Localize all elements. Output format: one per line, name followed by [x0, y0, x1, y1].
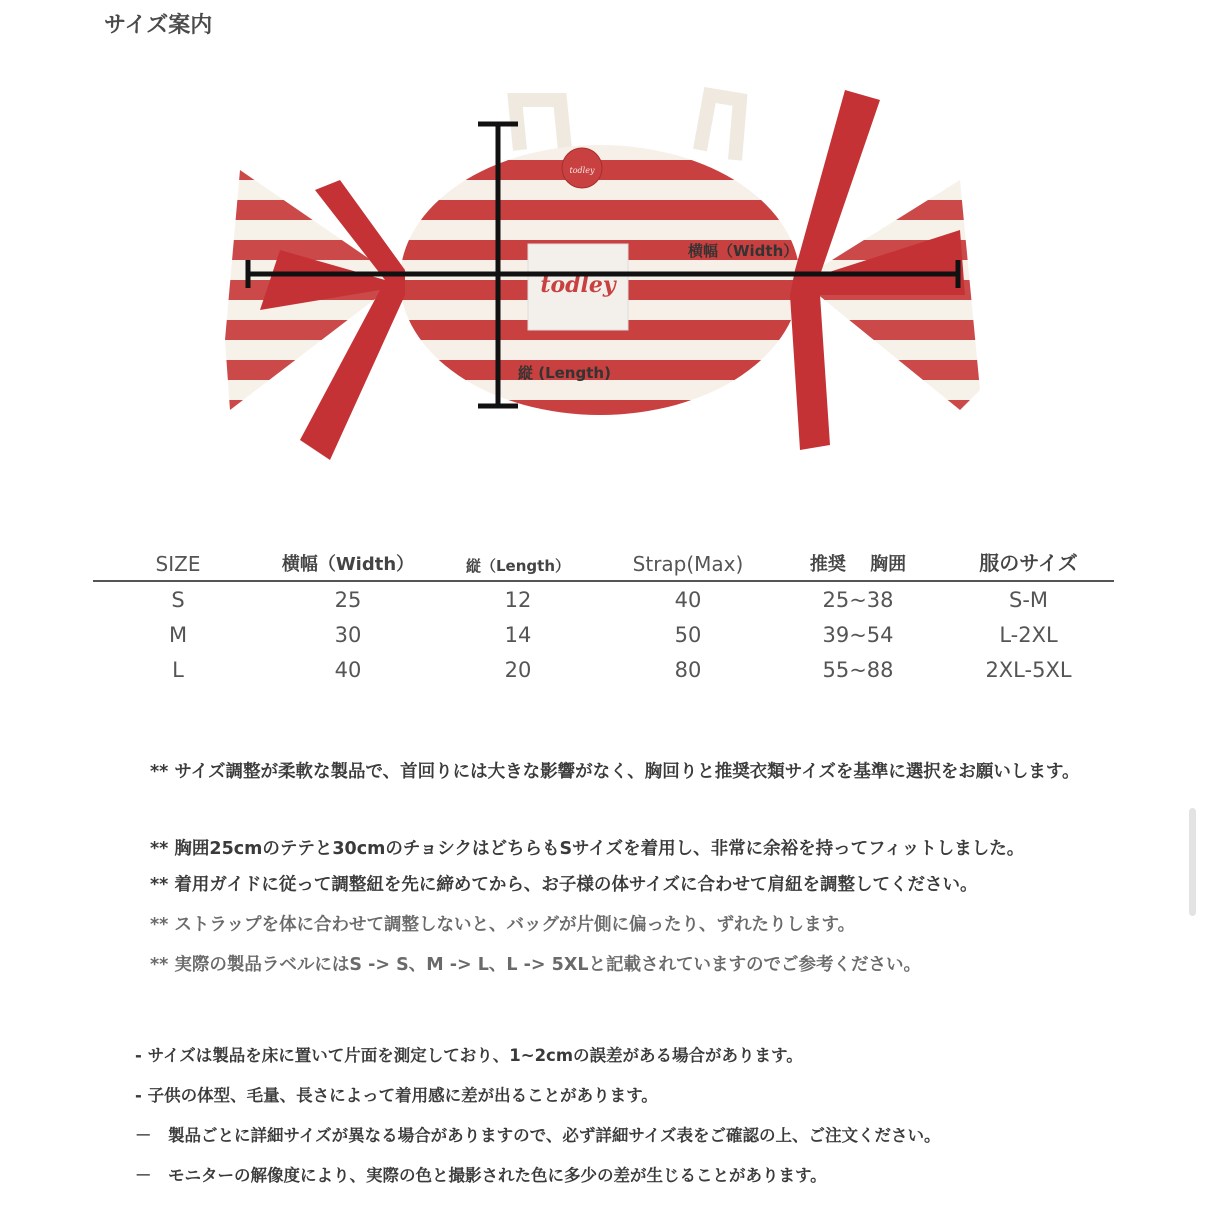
note-item: ** 胸囲25cmのテテと30cmのチョシクはどちらもSサイズを着用し、非常に余裕を持ってフィットしました。	[150, 839, 1025, 859]
disclaimer-item: - サイズは製品を床に置いて片面を測定しており、1~2cmの誤差がある場合があります。	[135, 1046, 803, 1065]
brand-tag-text: todley	[540, 272, 616, 298]
cell-clothes-size: S-M	[1008, 587, 1049, 612]
note-item: ** 着用ガイドに従って調整紐を先に締めてから、お子様の体サイズに合わせて肩紐を調整してください。	[150, 875, 978, 895]
cell-width: 30	[334, 622, 362, 647]
cell-clothes-size: 2XL-5XL	[985, 657, 1072, 682]
cell-strap: 80	[674, 657, 702, 682]
disclaimers	[135, 1042, 1135, 1202]
cell-chest: 55~88	[822, 657, 894, 682]
cell-size: L	[172, 657, 184, 682]
page-title: サイズ案内	[104, 13, 213, 38]
length-label: 縦 (Length)	[518, 364, 611, 382]
disclaimer-item: － 製品ごとに詳細サイズが異なる場合がありますので、必ず詳細サイズ表をご確認の上、ご注文ください。	[135, 1126, 941, 1145]
table-row	[93, 582, 1114, 617]
header-strap: Strap(Max)	[632, 552, 744, 576]
snap-button-text: todley	[569, 166, 595, 175]
cell-clothes-size: L-2XL	[999, 622, 1058, 647]
strap-loop-right	[700, 95, 740, 160]
cell-chest: 25~38	[822, 587, 894, 612]
size-table	[93, 540, 1114, 687]
note-item: ** ストラップを体に合わせて調整しないと、バッグが片側に偏ったり、ずれたりします。	[150, 915, 856, 935]
strap-loop-left	[515, 100, 565, 150]
size-table-header	[93, 540, 1114, 582]
cell-size: M	[168, 622, 188, 647]
cell-strap: 50	[674, 622, 702, 647]
cell-size: S	[171, 587, 185, 612]
scrollbar[interactable]	[1189, 808, 1196, 916]
disclaimer-item: - 子供の体型、毛量、長さによって着用感に差が出ることがあります。	[135, 1086, 658, 1105]
cell-width: 40	[334, 657, 362, 682]
size-notes	[150, 758, 1190, 979]
disclaimer-item: － モニターの解像度により、実際の色と撮影された色に多少の差が生じることがあります。	[135, 1166, 827, 1185]
header-clothes-size: 服のサイズ	[979, 551, 1078, 575]
product-image	[220, 80, 980, 480]
cell-chest: 39~54	[822, 622, 894, 647]
cell-length: 12	[504, 587, 532, 612]
cell-length: 14	[504, 622, 532, 647]
cell-length: 20	[504, 657, 532, 682]
cell-strap: 40	[674, 587, 702, 612]
header-chest: 推奨 胸囲	[809, 554, 907, 575]
header-width: 横幅（Width）	[281, 554, 415, 575]
table-row	[93, 652, 1114, 687]
header-size: SIZE	[155, 552, 201, 576]
candy-bag-illustration	[220, 80, 980, 480]
note-item: ** サイズ調整が柔軟な製品で、首回りには大きな影響がなく、胸回りと推奨衣類サイズを基準に選択をお願いします。	[150, 762, 1080, 782]
right-ribbon	[790, 90, 965, 450]
table-row	[93, 617, 1114, 652]
cell-width: 25	[334, 587, 362, 612]
width-label: 横幅（Width）	[688, 242, 799, 260]
note-item: ** 実際の製品ラベルにはS -> S、M -> L、L -> 5XLと記載されていますのでご参考ください。	[150, 955, 921, 975]
header-length: 縦（Length）	[466, 557, 570, 575]
